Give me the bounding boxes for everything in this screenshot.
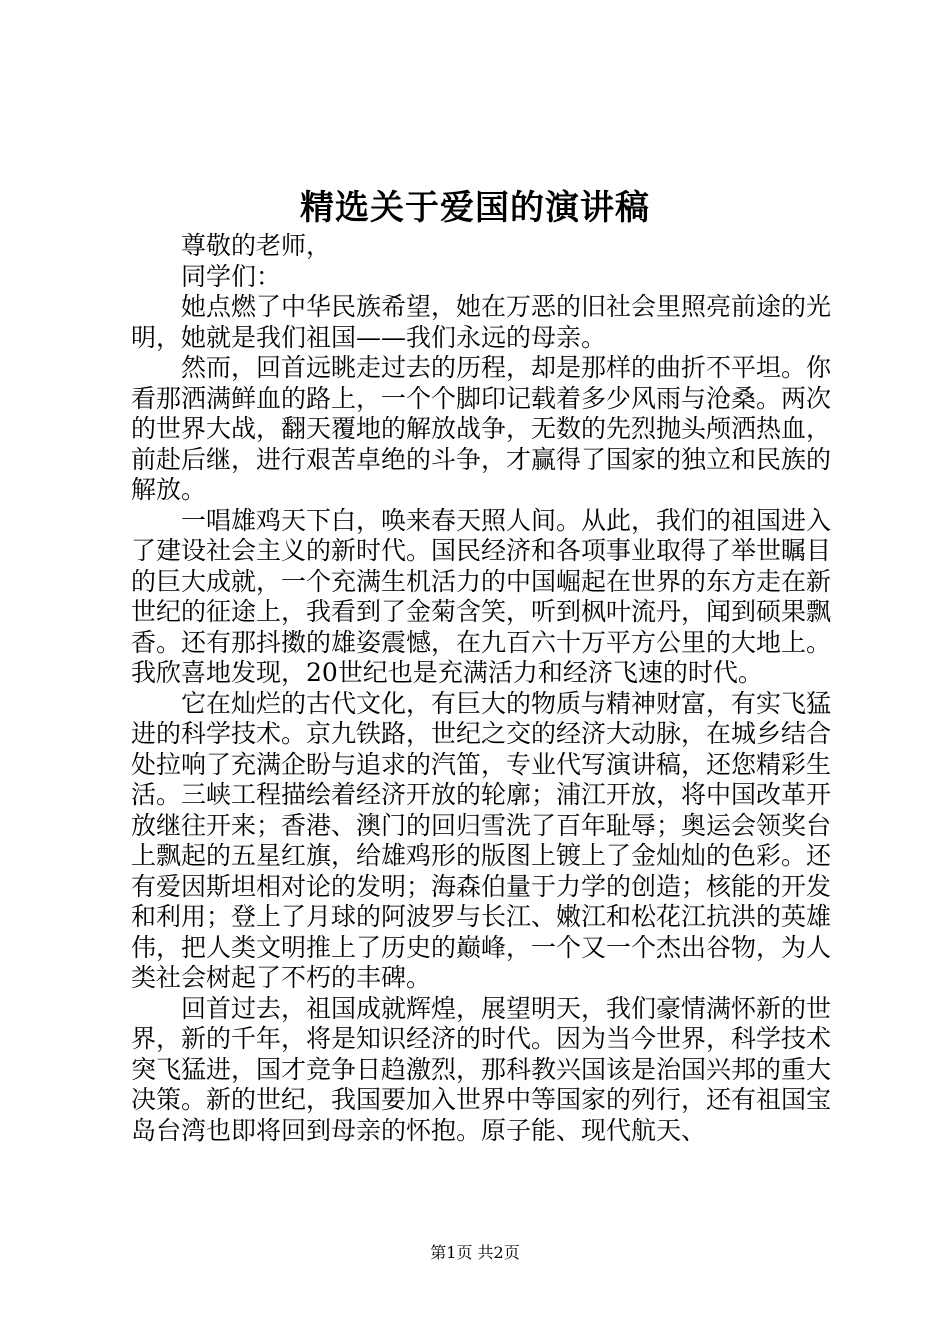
body-paragraph: 一唱雄鸡天下白，唤来春天照人间。从此，我们的祖国进入了建设社会主义的新时代。国民经济和各项事业取得了举世瞩目的巨大成就，一个充满生机活力的中国崛起在世界的东方走在新世纪的征途上，我看到了金菊含笑，听到枫叶流丹，闻到硕果飘香。还有那抖擞的雄姿震憾，在九百六十万平方公里的大地上。我欣喜地发现，20世纪也是充满活力和经济飞速的时代。 — [131, 505, 832, 687]
body-paragraph: 回首过去，祖国成就辉煌，展望明天，我们豪情满怀新的世界，新的千年，将是知识经济的时代。因为当今世界，科学技术突飞猛进，国才竞争日趋激烈，那科教兴国该是治国兴邦的重大决策。新的世纪，我国要加入世界中等国家的列行，还有祖国宝岛台湾也即将回到母亲的怀抱。原子能、现代航天、 — [131, 993, 832, 1145]
greeting-line: 同学们： — [181, 261, 282, 291]
greeting-line: 尊敬的老师， — [181, 231, 332, 260]
body-paragraph: 她点燃了中华民族希望，她在万恶的旧社会里照亮前途的光明，她就是我们祖国——我们永远的母亲。 — [131, 292, 832, 352]
body-paragraph: 然而，回首远眺走过去的历程，却是那样的曲折不平坦。你看那洒满鲜血的路上，一个个脚印记载着多少风雨与沧桑。两次的世界大战，翻天覆地的解放战争，无数的先烈抛头颅洒热血，前赴后继，进行艰苦卓绝的斗争，才赢得了国家的独立和民族的解放。 — [131, 353, 832, 504]
body-paragraph: 它在灿烂的古代文化，有巨大的物质与精神财富，有实飞猛进的科学技术。京九铁路，世纪之交的经济大动脉，在城乡结合处拉响了充满企盼与追求的汽笛，专业代写演讲稿，还您精彩生活。三峡工程描绘着经济开放的轮廓；浦江开放，将中国改革开放继往开来；香港、澳门的回归雪洗了百年耻辱；奥运会领奖台上飘起的五星红旗，给雄鸡形的版图上镀上了金灿灿的色彩。还有爱因斯坦相对论的发明；海森伯量于力学的创造；核能的开发和利用；登上了月球的阿波罗与长江、嫩江和松花江抗洪的英雄伟，把人类文明推上了历史的巅峰，一个又一个杰出谷物，为人类社会树起了不朽的丰碑。 — [131, 688, 832, 992]
document-body — [131, 231, 831, 1146]
document-title: 精选关于爱国的演讲稿 — [300, 188, 650, 228]
page-number-footer: 第1页 共2页 — [430, 1243, 520, 1262]
